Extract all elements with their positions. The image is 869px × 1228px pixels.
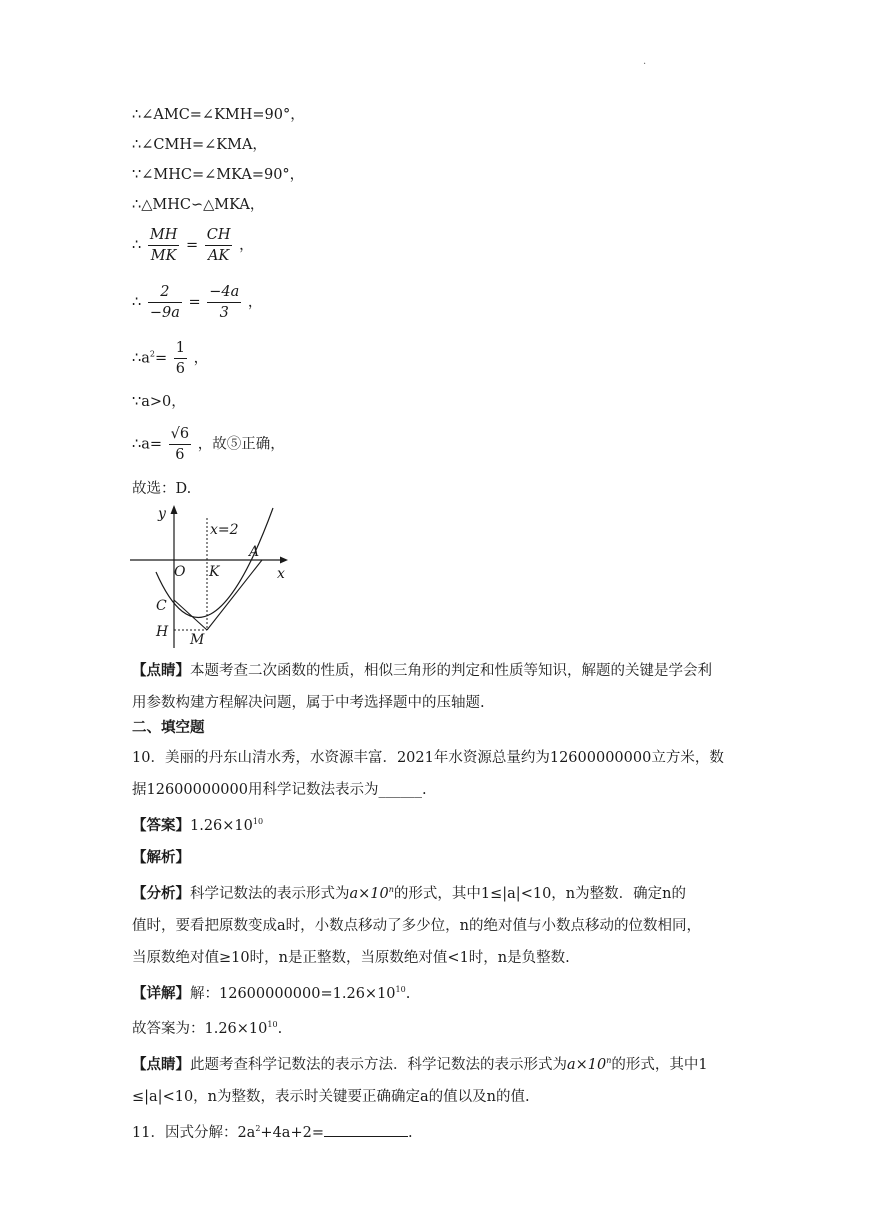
- equals-sign: =: [188, 294, 201, 311]
- step-line-9: [132, 424, 285, 465]
- comma: ，: [239, 237, 254, 254]
- line-label: x=2: [210, 522, 239, 538]
- point-m-label: M: [190, 632, 205, 648]
- equals-sign: =: [185, 237, 199, 254]
- fraction-numerator: −4a: [207, 282, 241, 303]
- comment-tag: 【点睛】: [132, 1056, 190, 1074]
- exponent: n: [388, 884, 394, 894]
- fraction-1-over-6: [174, 338, 187, 379]
- comment-text: 此题考查科学记数法的表示方法．科学记数法的表示形式为: [190, 1057, 567, 1074]
- step-line-3: ∵∠MHC=∠MKA=90°，: [132, 167, 305, 183]
- y-axis-arrow: [171, 505, 178, 514]
- step-line-6: [132, 282, 262, 323]
- detail-tag: 【详解】: [132, 984, 190, 1002]
- fraction-denominator: 6: [175, 447, 185, 463]
- exponent: 10: [395, 984, 406, 994]
- comma: ，: [247, 294, 263, 311]
- question-11-line: [132, 1113, 742, 1149]
- point-a-label: A: [249, 544, 260, 560]
- exponent: 2: [255, 1124, 261, 1134]
- fraction-sqrt6-over-6: [169, 424, 191, 465]
- equals-sign: =: [154, 350, 168, 367]
- exponent: 10: [267, 1020, 278, 1030]
- point-h-label: H: [156, 624, 169, 640]
- point-k-label: K: [209, 564, 220, 580]
- analysis-line: 当原数绝对值≥10时，n是正整数，当原数绝对值<1时，n是负整数.: [132, 949, 570, 966]
- analysis-tag: 【解析】: [132, 848, 190, 866]
- comment-line: 用参数构建方程解决问题，属于中考选择题中的压轴题.: [132, 695, 485, 711]
- fraction-ch-ak: [205, 225, 233, 266]
- fraction-numerator: 1: [174, 338, 187, 359]
- answer-blank[interactable]: [324, 1122, 408, 1137]
- comma: ，: [193, 350, 209, 367]
- fraction-numerator: MH: [148, 225, 180, 246]
- analysis-line: 值时，要看把原数变成a时，小数点移动了多少位，n的绝对值与小数点移动的位数相同，: [132, 917, 701, 934]
- comment-line: [132, 655, 742, 687]
- comment-math: a×10: [567, 1057, 607, 1074]
- fraction-numerator: CH: [205, 225, 233, 246]
- final-text: 故答案为：1.26×10: [132, 1021, 268, 1038]
- question-line: 据12600000000用科学记数法表示为______.: [132, 782, 427, 798]
- parabola-figure: [126, 502, 292, 650]
- step-line-4: ∴△MHC∽△MKA，: [132, 197, 265, 213]
- final-answer-line: [132, 1009, 742, 1045]
- page-marker: .: [643, 56, 647, 67]
- fraction-denominator: 3: [219, 305, 229, 321]
- step-line-7: [132, 338, 208, 379]
- period: .: [407, 1124, 413, 1141]
- question-line: 10．美丽的丹东山清水秀，水资源丰富．2021年水资源总量约为12600000000立方米，数: [132, 750, 724, 766]
- section-title: 二、填空题: [132, 720, 205, 736]
- question-10: [132, 742, 742, 1149]
- period: .: [277, 1021, 283, 1038]
- x-axis-arrow: [280, 557, 288, 564]
- period: .: [405, 985, 411, 1002]
- therefore-a: ∴a: [132, 350, 150, 367]
- comment-line: [132, 1045, 742, 1081]
- therefore-symbol: ∴: [132, 294, 142, 311]
- fraction-neg4a-over-3: [207, 282, 241, 323]
- exponent: 2: [149, 349, 155, 359]
- segment-cm: [174, 600, 207, 630]
- detail-line: [132, 974, 742, 1010]
- conclusion-text: ，故⑤正确，: [197, 436, 285, 453]
- x-axis-label: x: [277, 566, 285, 582]
- answer-line: [132, 806, 742, 842]
- step-line-1: ∴∠AMC=∠KMH=90°，: [132, 107, 305, 123]
- y-axis-label: y: [158, 506, 166, 522]
- question-11-text: +4a+2=: [260, 1124, 324, 1141]
- fraction-numerator: √6: [169, 424, 191, 445]
- therefore-symbol: ∴: [132, 237, 142, 254]
- exponent: 10: [252, 817, 264, 826]
- comment-text: 本题考查二次函数的性质，相似三角形的判定和性质等知识，解题的关键是学会利: [190, 663, 712, 679]
- fraction-denominator: AK: [207, 248, 230, 264]
- question-11-text: 11．因式分解：2a: [132, 1124, 256, 1141]
- comment-text: 的形式，其中1: [611, 1057, 708, 1074]
- analysis-math: a×10: [349, 885, 389, 902]
- detail-text: 解：12600000000=1.26×10: [190, 985, 396, 1002]
- point-c-label: C: [156, 598, 167, 614]
- fraction-denominator: MK: [150, 248, 177, 264]
- step-line-5: [132, 225, 254, 266]
- answer-choice: 故选：D.: [132, 481, 192, 497]
- fraction-denominator: −9a: [149, 305, 180, 321]
- analysis-line: [132, 874, 742, 910]
- fraction-2-over-neg9a: [148, 282, 182, 323]
- step-line-8: ∵a>0，: [132, 394, 186, 410]
- comment-block-1: [132, 655, 742, 719]
- fraction-numerator: 2: [148, 282, 182, 303]
- comment-tag: 【点睛】: [132, 662, 190, 679]
- fraction-mh-mk: [148, 225, 180, 266]
- analysis-text: 的形式，其中1≤|a|<10，n为整数．确定n的: [393, 885, 686, 902]
- analysis-text: 科学记数法的表示形式为: [190, 885, 350, 902]
- answer-tag: 【答案】: [132, 816, 190, 834]
- comment-line: ≤|a|<10，n为整数，表示时关键要正确确定a的值以及n的值.: [132, 1089, 530, 1106]
- fraction-denominator: 6: [175, 361, 185, 377]
- point-o-label: O: [174, 564, 186, 580]
- answer-value: 1.26×10: [190, 817, 253, 834]
- exponent: n: [606, 1056, 612, 1066]
- therefore-a: ∴a=: [132, 436, 163, 453]
- analysis-subtag: 【分析】: [132, 884, 190, 902]
- step-line-2: ∴∠CMH=∠KMA，: [132, 137, 267, 153]
